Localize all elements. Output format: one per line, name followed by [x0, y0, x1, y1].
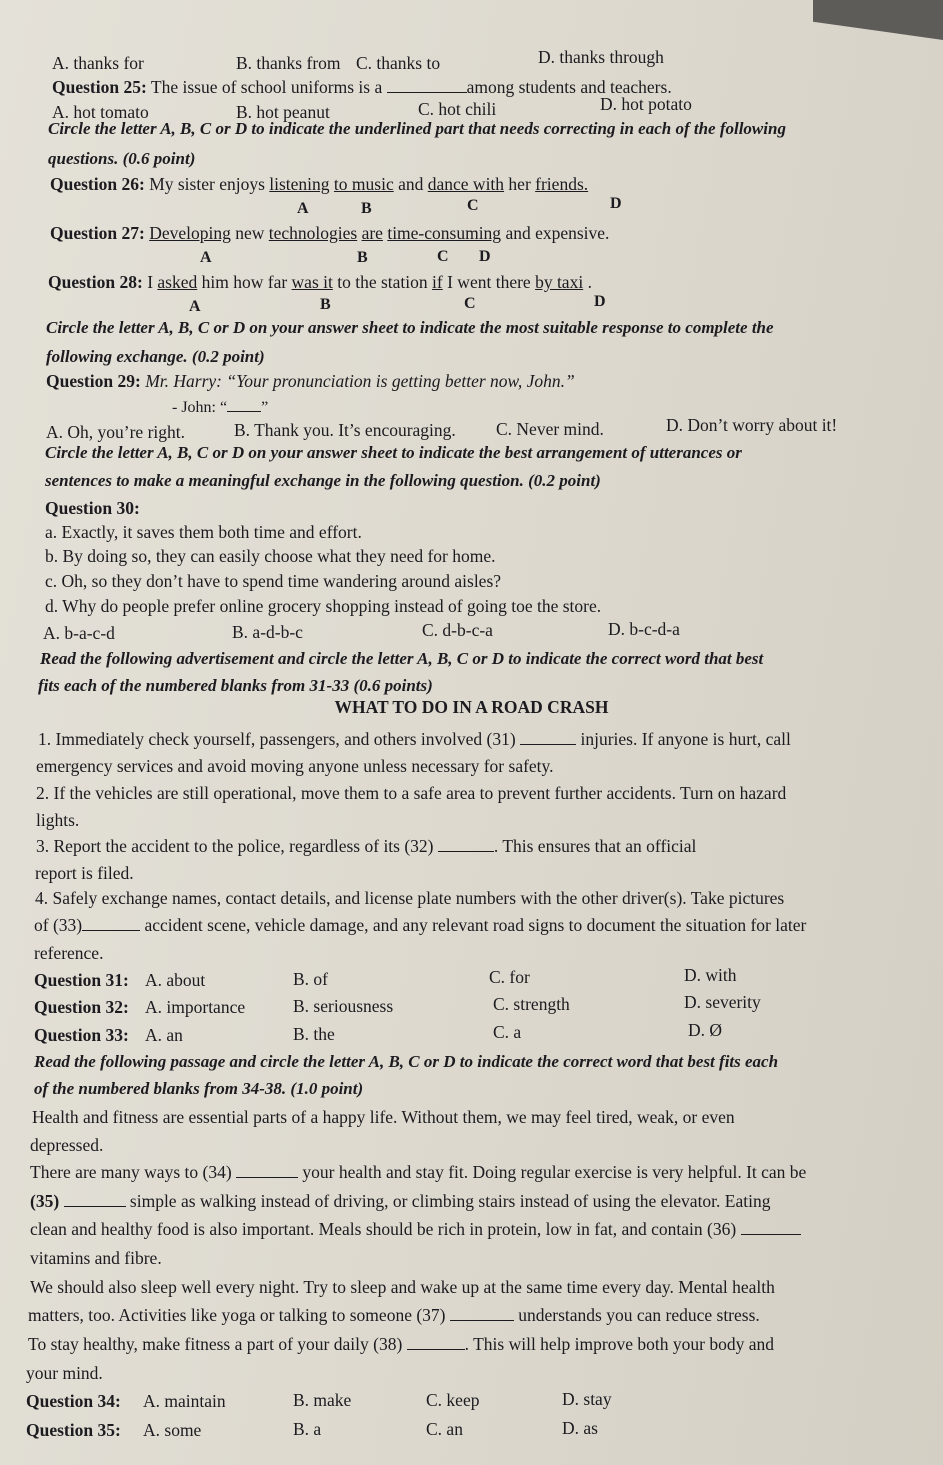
blank-31	[520, 729, 576, 745]
q35-option-d: D. as	[562, 1418, 598, 1438]
q26-text: her	[504, 174, 536, 194]
passage-line1: Health and fitness are essential parts of a happy life. Without them, we may feel tired, weak, or even	[32, 1107, 735, 1127]
q31-label: Question 31:	[34, 970, 129, 990]
passage-line5	[30, 1218, 801, 1240]
ad-text: injuries. If anyone is hurt, call	[580, 729, 791, 749]
q25-option-b: B. hot peanut	[236, 102, 330, 122]
q26-label: Question 26:	[50, 174, 145, 194]
instr-arrange-line1: Circle the letter A, B, C or D on your answer sheet to indicate the best arrangement of utterances or	[45, 443, 742, 462]
q28-letter-b: B	[320, 296, 331, 313]
q25-label: Question 25:	[52, 77, 147, 97]
q26-letter-c: C	[467, 197, 479, 214]
passage-line3	[30, 1161, 806, 1183]
q33-option-d: D. Ø	[688, 1020, 723, 1040]
q31-option-b: B. of	[293, 969, 328, 989]
q27-part-d: time-consuming	[387, 223, 502, 243]
q30-option-d: D. b-c-d-a	[608, 619, 680, 639]
q25-option-c: C. hot chili	[418, 99, 497, 119]
q34-label: Question 34:	[26, 1391, 121, 1411]
q30-option-c: C. d-b-c-a	[422, 620, 493, 640]
passage-text: clean and healthy food is also important. Meals should be rich in protein, low in fat, and contain (36)	[30, 1219, 737, 1239]
q31-option-a: A. about	[145, 970, 206, 990]
q28-text: him how far	[197, 272, 292, 292]
ad-text: 3. Report the accident to the police, regardless of its (32)	[36, 836, 434, 856]
q26-line	[50, 173, 588, 195]
q32-option-b: B. seriousness	[293, 996, 394, 1016]
ad-para2-line1: 2. If the vehicles are still operational, move them to a safe area to prevent further accidents. Turn on hazard	[36, 783, 787, 803]
q28-letter-c: C	[464, 295, 476, 312]
instr-correct-line2: questions. (0.6 point)	[48, 149, 196, 168]
q29-option-d: D. Don’t worry about it!	[666, 415, 838, 435]
instr-correct-line1: Circle the letter A, B, C or D to indicate the underlined part that needs correcting in each of the following	[48, 119, 786, 138]
q27-letter-a: A	[200, 249, 212, 266]
q32-label: Question 32:	[34, 997, 129, 1017]
q28-text: I	[147, 272, 158, 292]
q34-option-d: D. stay	[562, 1389, 612, 1409]
q28-text: I went there	[442, 272, 536, 292]
q28-line	[48, 271, 592, 293]
passage-text: . This will help improve both your body and	[464, 1334, 774, 1354]
q30-sentence-b: b. By doing so, they can easily choose what they need for home.	[45, 546, 496, 566]
q29-text: Mr. Harry: “Your pronunciation is getting better now, John.”	[145, 371, 575, 391]
q27-letter-c: C	[437, 248, 449, 265]
q28-label: Question 28:	[48, 272, 143, 292]
q30-sentence-a: a. Exactly, it saves them both time and effort.	[45, 522, 362, 542]
q29-option-b: B. Thank you. It’s encouraging.	[234, 420, 456, 440]
q27-letter-d: D	[479, 248, 491, 265]
passage-line8	[28, 1304, 760, 1326]
background-corner	[813, 0, 943, 40]
q27-label: Question 27:	[50, 223, 145, 243]
q28-part-c: if	[432, 272, 443, 292]
ad-para3-line1	[36, 835, 696, 857]
q24-option-c: C. thanks to	[356, 53, 441, 73]
q26-part-d: friends.	[535, 174, 589, 194]
q27-text: new	[230, 223, 269, 243]
q29-line	[46, 370, 575, 392]
q28-text: to the station	[332, 272, 433, 292]
passage-line4	[30, 1190, 770, 1212]
q35-option-a: A. some	[143, 1420, 202, 1440]
q26-letter-d: D	[610, 195, 622, 212]
ad-text: accident scene, vehicle damage, and any relevant road signs to document the situation for later	[144, 915, 807, 935]
passage-line6: vitamins and fibre.	[30, 1248, 162, 1268]
passage-text: matters, too. Activities like yoga or talking to someone (37)	[28, 1305, 446, 1325]
q28-part-d: by taxi	[535, 272, 584, 292]
ad-para2-line2: lights.	[36, 810, 80, 830]
q29-john: - John: “	[172, 399, 228, 416]
ad-para1-line1	[38, 728, 791, 750]
ad-text: of (33)	[34, 915, 83, 935]
blank-37	[450, 1305, 514, 1321]
instr-ad-line2: fits each of the numbered blanks from 31-33 (0.6 points)	[38, 676, 433, 695]
q25-line	[52, 76, 672, 98]
q28-part-b: was it	[291, 272, 333, 292]
instr-response-line1: Circle the letter A, B, C or D on your answer sheet to indicate the most suitable response to complete the	[46, 318, 774, 337]
passage-line2: depressed.	[30, 1135, 104, 1155]
blank-34	[236, 1162, 298, 1178]
instr-passage-line1: Read the following passage and circle the letter A, B, C or D to indicate the correct word that best fits each	[34, 1052, 779, 1071]
q32-option-a: A. importance	[145, 997, 246, 1017]
q26-text: and	[393, 174, 428, 194]
q24-option-b: B. thanks from	[236, 53, 341, 73]
q27-text: and expensive.	[501, 223, 610, 243]
q30-label: Question 30:	[45, 498, 140, 518]
instr-arrange-line2: sentences to make a meaningful exchange in the following question. (0.2 point)	[45, 471, 601, 490]
q27-part-b: technologies	[268, 223, 358, 243]
q33-label: Question 33:	[34, 1025, 129, 1045]
q25-blank	[387, 77, 467, 93]
q27-letter-b: B	[357, 249, 368, 266]
q25-option-d: D. hot potato	[600, 94, 692, 114]
q32-option-d: D. severity	[684, 992, 761, 1012]
q30-option-b: B. a-d-b-c	[232, 622, 303, 642]
passage-text: your health and stay fit. Doing regular exercise is very helpful. It can be	[302, 1162, 807, 1182]
q31-option-c: C. for	[489, 967, 530, 987]
q34-option-b: B. make	[293, 1390, 352, 1410]
q24-option-a: A. thanks for	[52, 53, 144, 73]
passage-line9	[28, 1333, 774, 1355]
passage-text: There are many ways to (34)	[30, 1162, 232, 1182]
q33-option-a: A. an	[145, 1025, 183, 1045]
q35-label: Question 35:	[26, 1420, 121, 1440]
passage-text: understands you can reduce stress.	[518, 1305, 760, 1325]
ad-text: 1. Immediately check yourself, passengers, and others involved (31)	[38, 729, 516, 749]
ad-para1-line2: emergency services and avoid moving anyone unless necessary for safety.	[36, 756, 554, 776]
q35-option-b: B. a	[293, 1419, 322, 1439]
q24-option-d: D. thanks through	[538, 47, 664, 67]
q29-blank	[227, 396, 261, 412]
q29-john-line	[172, 396, 268, 419]
q34-option-c: C. keep	[426, 1390, 480, 1410]
q29-option-a: A. Oh, you’re right.	[46, 422, 186, 442]
blank-35	[64, 1191, 126, 1207]
ad-para4-line1: 4. Safely exchange names, contact details, and license plate numbers with the other driver(s). Take pictures	[35, 888, 785, 908]
q33-option-b: B. the	[293, 1024, 335, 1044]
q26-letter-b: B	[361, 200, 372, 217]
q26-part-b: to music	[333, 174, 394, 194]
q28-letter-d: D	[594, 293, 606, 310]
q29-option-c: C. Never mind.	[496, 419, 604, 439]
q30-sentence-c: c. Oh, so they don’t have to spend time wandering around aisles?	[45, 571, 502, 591]
q25-text-after: among students and teachers.	[466, 77, 672, 97]
q28-letter-a: A	[189, 298, 201, 315]
q27-line	[50, 222, 609, 244]
blank-32	[438, 836, 494, 852]
q27-part-a: Developing	[149, 223, 231, 243]
passage-text: simple as walking instead of driving, or climbing stairs instead of using the elevator. Eating	[129, 1191, 771, 1211]
passage-text: (35)	[30, 1191, 60, 1211]
instr-passage-line2: of the numbered blanks from 34-38. (1.0 point)	[34, 1079, 364, 1098]
ad-text: . This ensures that an official	[493, 836, 697, 856]
q29-john-end: ”	[261, 399, 269, 416]
q25-text-before: The issue of school uniforms is a	[150, 77, 383, 97]
passage-line7: We should also sleep well every night. Try to sleep and wake up at the same time every day. Mental health	[30, 1277, 775, 1297]
passage-line10: your mind.	[26, 1363, 103, 1383]
instr-response-line2: following exchange. (0.2 point)	[46, 347, 265, 366]
blank-36	[741, 1219, 801, 1235]
q27-part-c: are	[361, 223, 383, 243]
q35-option-c: C. an	[426, 1419, 463, 1439]
q33-option-c: C. a	[493, 1022, 522, 1042]
passage-text: To stay healthy, make fitness a part of your daily (38)	[28, 1334, 403, 1354]
instr-ad-line1: Read the following advertisement and circle the letter A, B, C or D to indicate the correct word that best	[40, 649, 764, 668]
q26-part-c: dance with	[427, 174, 505, 194]
q26-text: My sister enjoys	[149, 174, 270, 194]
ad-para3-line2: report is filed.	[35, 863, 134, 883]
q32-option-c: C. strength	[493, 994, 570, 1014]
q30-sentence-d: d. Why do people prefer online grocery shopping instead of going toe the store.	[45, 596, 602, 616]
q28-text: .	[583, 272, 592, 292]
q26-letter-a: A	[297, 200, 309, 217]
ad-para4-line3: reference.	[34, 943, 104, 963]
q29-label: Question 29:	[46, 371, 141, 391]
blank-38	[407, 1334, 465, 1350]
q34-option-a: A. maintain	[143, 1391, 226, 1411]
ad-para4-line2	[34, 914, 806, 936]
ad-title: WHAT TO DO IN A ROAD CRASH	[334, 697, 609, 717]
q31-option-d: D. with	[684, 965, 737, 985]
q30-option-a: A. b-a-c-d	[43, 623, 115, 643]
blank-33	[82, 915, 140, 931]
q25-option-a: A. hot tomato	[52, 102, 149, 122]
q26-part-a: listening	[269, 174, 330, 194]
q28-part-a: asked	[157, 272, 198, 292]
